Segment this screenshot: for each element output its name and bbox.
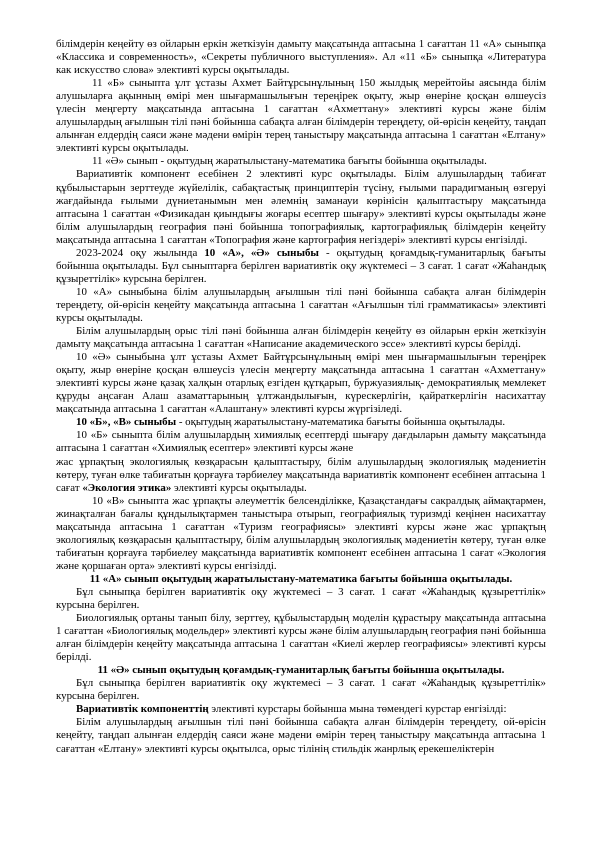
- text-run: Бұл сыныпқа берілген вариативтік оқу жүктемесі – 3 сағат. 1 сағат «Жаһандық құзыреттілік» курсына берілген.: [56, 585, 546, 612]
- body-paragraph: [56, 38, 546, 77]
- body-paragraph: [56, 495, 546, 573]
- body-paragraph: [56, 416, 546, 429]
- text-run: 11 «Ә» сынып - оқытудың жаратылыстану-математика бағыты бойынша оқытылады.: [92, 155, 487, 168]
- text-run: - оқытудың жаратылыстану-математика бағыты бойынша оқытылады.: [176, 416, 506, 429]
- text-run: білімдерін кеңейту өз ойларын еркін жеткізуін дамыту мақсатында аптасына 1 сағаттан 11 «А» сыныпқа «Классика и современность», «Секреты публичного выступления». Ал «11 «Б» сыныпқа «Литература как искусство слова» элективті курсы оқытылады.: [56, 38, 546, 77]
- body-paragraph: [56, 716, 546, 755]
- text-run: 11 «Б» сыныпта ұлт ұстазы Ахмет Байтұрсынұлының 150 жылдық мерейтойы аясында білім алушыларға ақынның өмірі мен шығармашылығын тереңірек оқыту, жыр өнеріне қосқан өлшеусіз үлесін меңгерту мақсатында аптасына 1 сағаттан «Ахметтану» элективті курсы және білім алушылардың ағылшын тілі пәні бойынша сабақта алған білімдерін тереңдету, ой-өрісін кеңейту, таңдап алынған елдердің саяси және мәдени өмірін терең таныстыру мақсатында аптасына 1 сағаттан «Елтану» элективті курсы оқытылады.: [56, 77, 546, 155]
- body-paragraph: [56, 703, 546, 716]
- body-paragraph: [56, 586, 546, 612]
- body-paragraph: [56, 286, 546, 325]
- text-run: жас ұрпақтың экологиялық көзқарасын қалыптастыру, білім алушылардың экологиялық мәдениетін көтеру, туған өлке табиғатын қорғауға тәрбиелеу мақсатында вариативтік компонент есебінен аптасына 1 сағат: [56, 455, 546, 494]
- text-run: 10 «А» сыныбына білім алушылардың ағылшын тілі пәні бойынша сабақта алған білімдерін тереңдету, ой-өрісін кеңейту мақсатында аптасына 1 сағаттан «Ағылшын тілі грамматикасы» элективті курсы оқытылады.: [56, 285, 546, 324]
- body-paragraph: [56, 429, 546, 455]
- text-run: Биологиялық ортаны танып білу, зерттеу, құбылыстардың моделін құрастыру мақсатында аптасына 1 сағаттан «Биологиялық модельдер» элективті курсы және білім алушылардың география пәні бойынша алған білімдерін кеңейту мақсатында аптасына 1 сағаттан «Киелі жерлер географиясы» элективті курсы берілді.: [56, 612, 546, 664]
- section-heading: [56, 664, 546, 677]
- body-paragraph: [56, 325, 546, 351]
- bold-text: 10 «А», «Ә» сыныбы: [204, 246, 319, 259]
- text-run: элективті курсы оқытылады.: [171, 481, 307, 494]
- body-paragraph: [56, 612, 546, 664]
- text-run: - оқытудың қоғамдық-гуманитарлық бағыты бойынша оқытылады. Бұл сыныптарға берілген вариативтік оқу жүктемесі – 3 сағат. 1 сағат «Жаһандық құзыреттілік» курсына берілген.: [56, 246, 546, 285]
- body-paragraph: [56, 456, 546, 495]
- text-run: Білім алушылардың орыс тілі пәні бойынша алған білімдерін кеңейту өз ойларын еркін жеткізуін дамыту мақсатында аптасына 1 сағаттан «Написание академического эссе» элективті курсы берілді.: [56, 325, 546, 351]
- body-paragraph: [56, 168, 546, 246]
- text-run: элективті курстары бойынша мына төмендегі курстар енгізілді:: [208, 703, 507, 716]
- body-paragraph: [56, 677, 546, 703]
- text-run: 10 «В» сыныпта жас ұрпақты әлеуметтік белсенділікке, Қазақстандағы сакралдық аймақтармен, жинақталған бағалы құндылықтармен таныстыра отырып, географиялық туризмді кеңінен насихаттау мақсатында аптасына 1 сағаттан «Туризм географиясы» элективті курсы және жас ұрпақтың экологиялық көзқарасын қалыптастыру, білім алушылардың экологиялық мәдениетін көтеру, туған өлке табиғатын қорғауға тәрбиелеу мақсатында вариативтік компонент есебінен аптасына 1 сағат «Экология және қоршаған орта» элективті курсы енгізілді.: [56, 494, 546, 572]
- text-run: 10 «Б» сыныпта білім алушылардың химиялық есептерді шығару дағдыларын дамыту мақсатында аптасына 1 сағаттан «Химиялық есептер» элективті курсы және: [56, 429, 546, 455]
- bold-text: Вариативтік компоненттің: [76, 703, 209, 716]
- body-paragraph: [56, 351, 546, 416]
- body-paragraph: [56, 247, 546, 286]
- text-run: 11 «А» сынып оқытудың жаратылыстану-математика бағыты бойынша оқытылады.: [89, 572, 513, 585]
- body-paragraph: [56, 77, 546, 155]
- text-run: Бұл сыныпқа берілген вариативтік оқу жүктемесі – 3 сағат. 1 сағат «Жаһандық құзыреттілік» курсына берілген.: [56, 677, 546, 703]
- section-heading: [56, 573, 546, 586]
- text-run: 2023-2024 оқу жылында: [76, 246, 205, 259]
- text-run: Білім алушылардың ағылшын тілі пәні бойынша сабақта алған білімдерін тереңдету, ой-өрісін кеңейту, таңдап алынған елдердің саяси және мәдени өмірін терең таныстыру мақсатында аптасына 1 сағаттан «Елтану» элективті курсы оқытылса, орыс тілінің стильдік жанрлық ерекешеліктерін: [56, 716, 546, 755]
- body-paragraph: [56, 155, 546, 168]
- bold-text: 10 «Б», «В» сыныбы: [76, 416, 177, 429]
- text-run: 10 «Ә» сыныбына ұлт ұстазы Ахмет Байтұрсынұлының өмірі мен шығармашылығын тереңірек оқыту, жыр өнеріне қосқан өлшеусіз үлесін меңгерту мақсатында аптасына 1 сағаттан «Ахметтану» элективті курсы және қазақ халқын отарлық езгіден құтқарып, буржуазиялық- демократиялық мемлекет құруды аңсаған Алаш азаматтарының ұлтжандылығын, күрескерлігін, қайраткерлігін насихаттау мақсатында аптасына 1 сағаттан «Алаштану» элективті курсы жүргізіледі.: [56, 351, 546, 416]
- bold-text: «Экология этика»: [82, 481, 172, 494]
- text-run: 11 «Ә» сынып оқытудың қоғамдық-гуманитарлық бағыты бойынша оқытылады.: [97, 664, 505, 677]
- text-run: Вариативтік компонент есебінен 2 элективті курс оқытылады. Білім алушылардың табиғат құбылыстарын зерттеуде жүйелілік, сабақтастық принциптерін түсіну, ғылыми парадигманың өзгеруі жағдайында ғылыми дүниетанымын мен әлемнің заманауи көрінісін қалыптастыру мақсатында аптасына 1 сағаттан «Физикадан қиындығы жоғары есептер шығару» элективті курсы оқытылады және білім алушылардың география пәні бойынша топографиялық, картографиялық білімдерін кеңейту мақсатында аптасына 1 сағаттан «Топография және картография негіздері» элективті курсы енгізілді.: [56, 168, 546, 246]
